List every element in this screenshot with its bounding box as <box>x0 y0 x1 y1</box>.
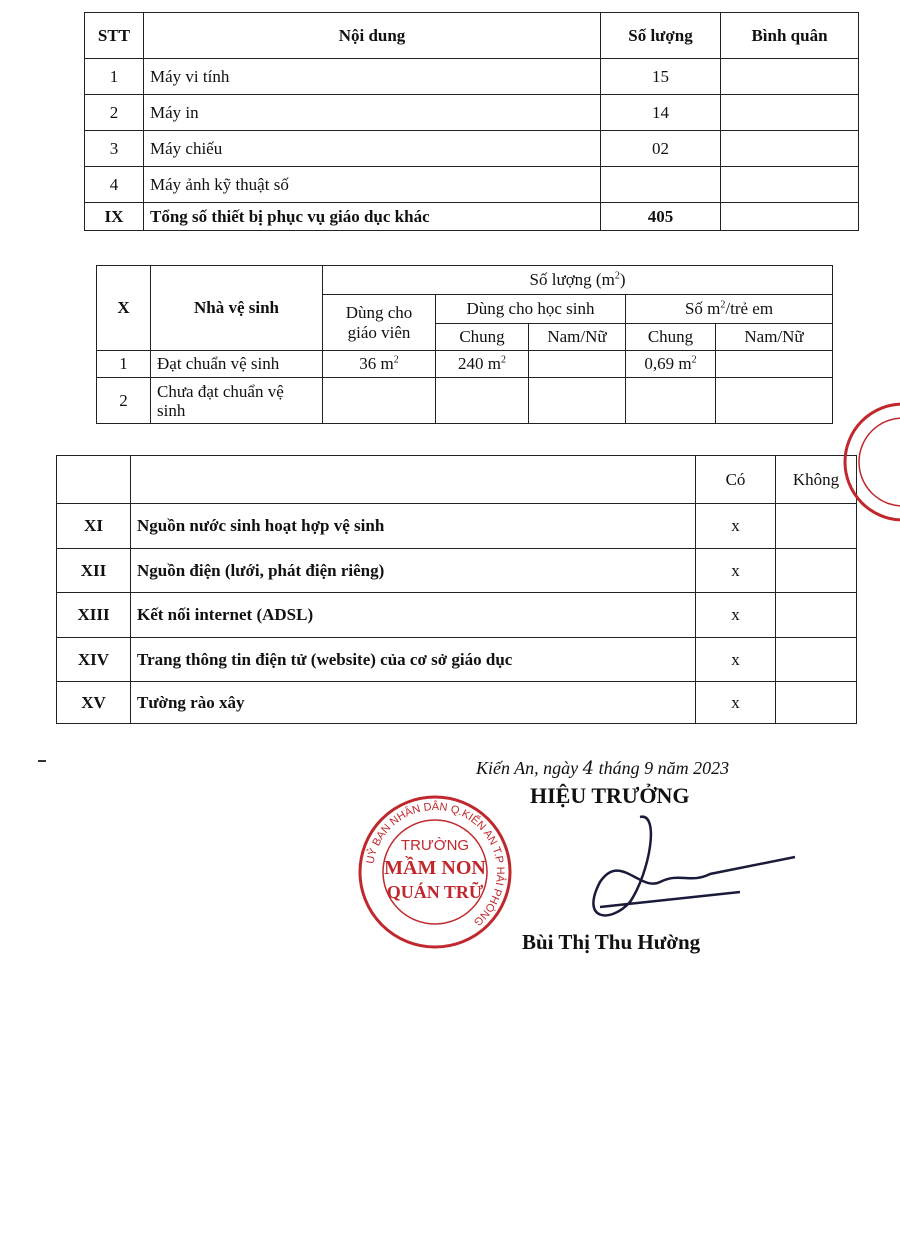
cell-qty <box>601 167 721 203</box>
cell-student-namnu <box>529 351 626 378</box>
cell-child-chung <box>626 378 716 424</box>
cell-khong <box>776 549 857 593</box>
partial-stamp <box>835 400 900 525</box>
cell-content: Nguồn điện (lưới, phát điện riêng) <box>131 549 696 593</box>
blank-cell <box>131 456 696 504</box>
cell-name: Chưa đạt chuẩn vệ sinh <box>151 378 323 424</box>
cell-stt: XII <box>57 549 131 593</box>
cell-stt: 2 <box>97 378 151 424</box>
svg-text:TRƯỜNG: TRƯỜNG <box>400 837 470 854</box>
signer-title: HIỆU TRƯỞNG <box>530 783 690 808</box>
svg-text:QUÁN TRỮ: QUÁN TRỮ <box>386 882 484 902</box>
table-row <box>85 59 859 95</box>
cell-content: Tường rào xây <box>131 682 696 724</box>
svg-text:UỶ BAN NHÂN DÂN Q.KIẾN AN T.P: UỶ BAN NHÂN DÂN Q.KIẾN AN T.P HẢI PHÒNG <box>364 800 507 928</box>
cell-khong <box>776 638 857 682</box>
section-number: X <box>97 266 151 351</box>
cell-avg <box>721 203 859 231</box>
cell-stt: 1 <box>85 59 144 95</box>
header-stt: STT <box>85 13 144 59</box>
cell-content: Máy vi tính <box>144 59 601 95</box>
header-qty: Số lượng <box>601 13 721 59</box>
header-content: Nội dung <box>144 13 601 59</box>
handwritten-signature <box>540 812 800 927</box>
svg-text:MẦM NON: MẦM NON <box>384 857 486 879</box>
cell-name: Đạt chuẩn vệ sinh <box>151 351 323 378</box>
value: 240 m <box>458 354 501 373</box>
cell-khong <box>776 593 857 638</box>
cell-stt: IX <box>85 203 144 231</box>
table-row <box>57 549 857 593</box>
cell-content: Máy chiếu <box>144 131 601 167</box>
header-co: Có <box>696 456 776 504</box>
cell-avg <box>721 131 859 167</box>
signer-name: Bùi Thị Thu Hường <box>522 930 701 954</box>
qty-header-text: Số lượng (m <box>529 270 615 289</box>
cell-teacher <box>323 378 436 424</box>
unit-sup: 2 <box>393 354 399 366</box>
value: 0,69 m <box>644 354 692 373</box>
facilities-table <box>56 455 857 724</box>
cell-stt: 1 <box>97 351 151 378</box>
table-row <box>97 378 833 424</box>
value: 36 m <box>359 354 394 373</box>
per-child-text: Số m <box>684 299 721 318</box>
teacher-header: Dùng cho giáo viên <box>323 295 436 351</box>
per-child-header <box>626 295 833 324</box>
toilet-table <box>96 265 833 424</box>
cell-qty: 02 <box>601 131 721 167</box>
cell-content: Máy ảnh kỹ thuật số <box>144 167 601 203</box>
cell-stt: 2 <box>85 95 144 131</box>
cell-co: x <box>696 638 776 682</box>
section-title: Nhà vệ sinh <box>151 266 323 351</box>
cell-qty: 15 <box>601 59 721 95</box>
table-row <box>57 638 857 682</box>
cell-avg <box>721 95 859 131</box>
cell-khong <box>776 682 857 724</box>
cell-content: Trang thông tin điện tử (website) của cơ sở giáo dục <box>131 638 696 682</box>
cell-co: x <box>696 549 776 593</box>
cell-student-chung <box>436 351 529 378</box>
cell-qty: 405 <box>601 203 721 231</box>
cell-content: Máy in <box>144 95 601 131</box>
date-prefix: Kiến An, ngày <box>476 758 579 778</box>
cell-student-namnu <box>529 378 626 424</box>
cell-co: x <box>696 593 776 638</box>
students-header: Dùng cho học sinh <box>436 295 626 324</box>
cell-co: x <box>696 504 776 549</box>
cell-child-namnu <box>716 351 833 378</box>
table-row <box>57 504 857 549</box>
table-row <box>97 351 833 378</box>
cell-avg <box>721 167 859 203</box>
cell-teacher <box>323 351 436 378</box>
header-khong: Không <box>776 456 857 504</box>
cell-child-chung <box>626 351 716 378</box>
cell-stt: 4 <box>85 167 144 203</box>
qty-header <box>323 266 833 295</box>
unit-sup: 2 <box>500 354 506 366</box>
blank-cell <box>57 456 131 504</box>
qty-header-sup: 2 <box>614 270 620 282</box>
child-chung-header: Chung <box>626 324 716 351</box>
date-day: 4 <box>582 758 595 779</box>
cell-qty: 14 <box>601 95 721 131</box>
student-namnu-header: Nam/Nữ <box>529 324 626 351</box>
cell-stt: XV <box>57 682 131 724</box>
student-chung-header: Chung <box>436 324 529 351</box>
equipment-table <box>84 12 859 231</box>
cell-stt: XIV <box>57 638 131 682</box>
cell-child-namnu <box>716 378 833 424</box>
header-avg: Bình quân <box>721 13 859 59</box>
signature-date <box>476 758 729 779</box>
cell-stt: 3 <box>85 131 144 167</box>
table-row <box>57 682 857 724</box>
cell-content: Kết nối internet (ADSL) <box>131 593 696 638</box>
per-child-rest: /trẻ em <box>725 299 774 318</box>
child-namnu-header: Nam/Nữ <box>716 324 833 351</box>
cell-student-chung <box>436 378 529 424</box>
cell-content: Nguồn nước sinh hoạt hợp vệ sinh <box>131 504 696 549</box>
table-row <box>57 593 857 638</box>
qty-header-close: ) <box>619 270 626 289</box>
cell-avg <box>721 59 859 95</box>
table-row <box>85 167 859 203</box>
cell-stt: XI <box>57 504 131 549</box>
table-row <box>85 95 859 131</box>
unit-sup: 2 <box>691 354 697 366</box>
total-row <box>85 203 859 231</box>
cell-stt: XIII <box>57 593 131 638</box>
stray-mark <box>38 760 46 762</box>
cell-content: Tổng số thiết bị phục vụ giáo dục khác <box>144 203 601 231</box>
school-stamp <box>355 792 515 952</box>
table-row <box>85 131 859 167</box>
date-suffix: tháng 9 năm 2023 <box>598 758 730 778</box>
per-child-sup: 2 <box>720 299 726 311</box>
cell-co: x <box>696 682 776 724</box>
